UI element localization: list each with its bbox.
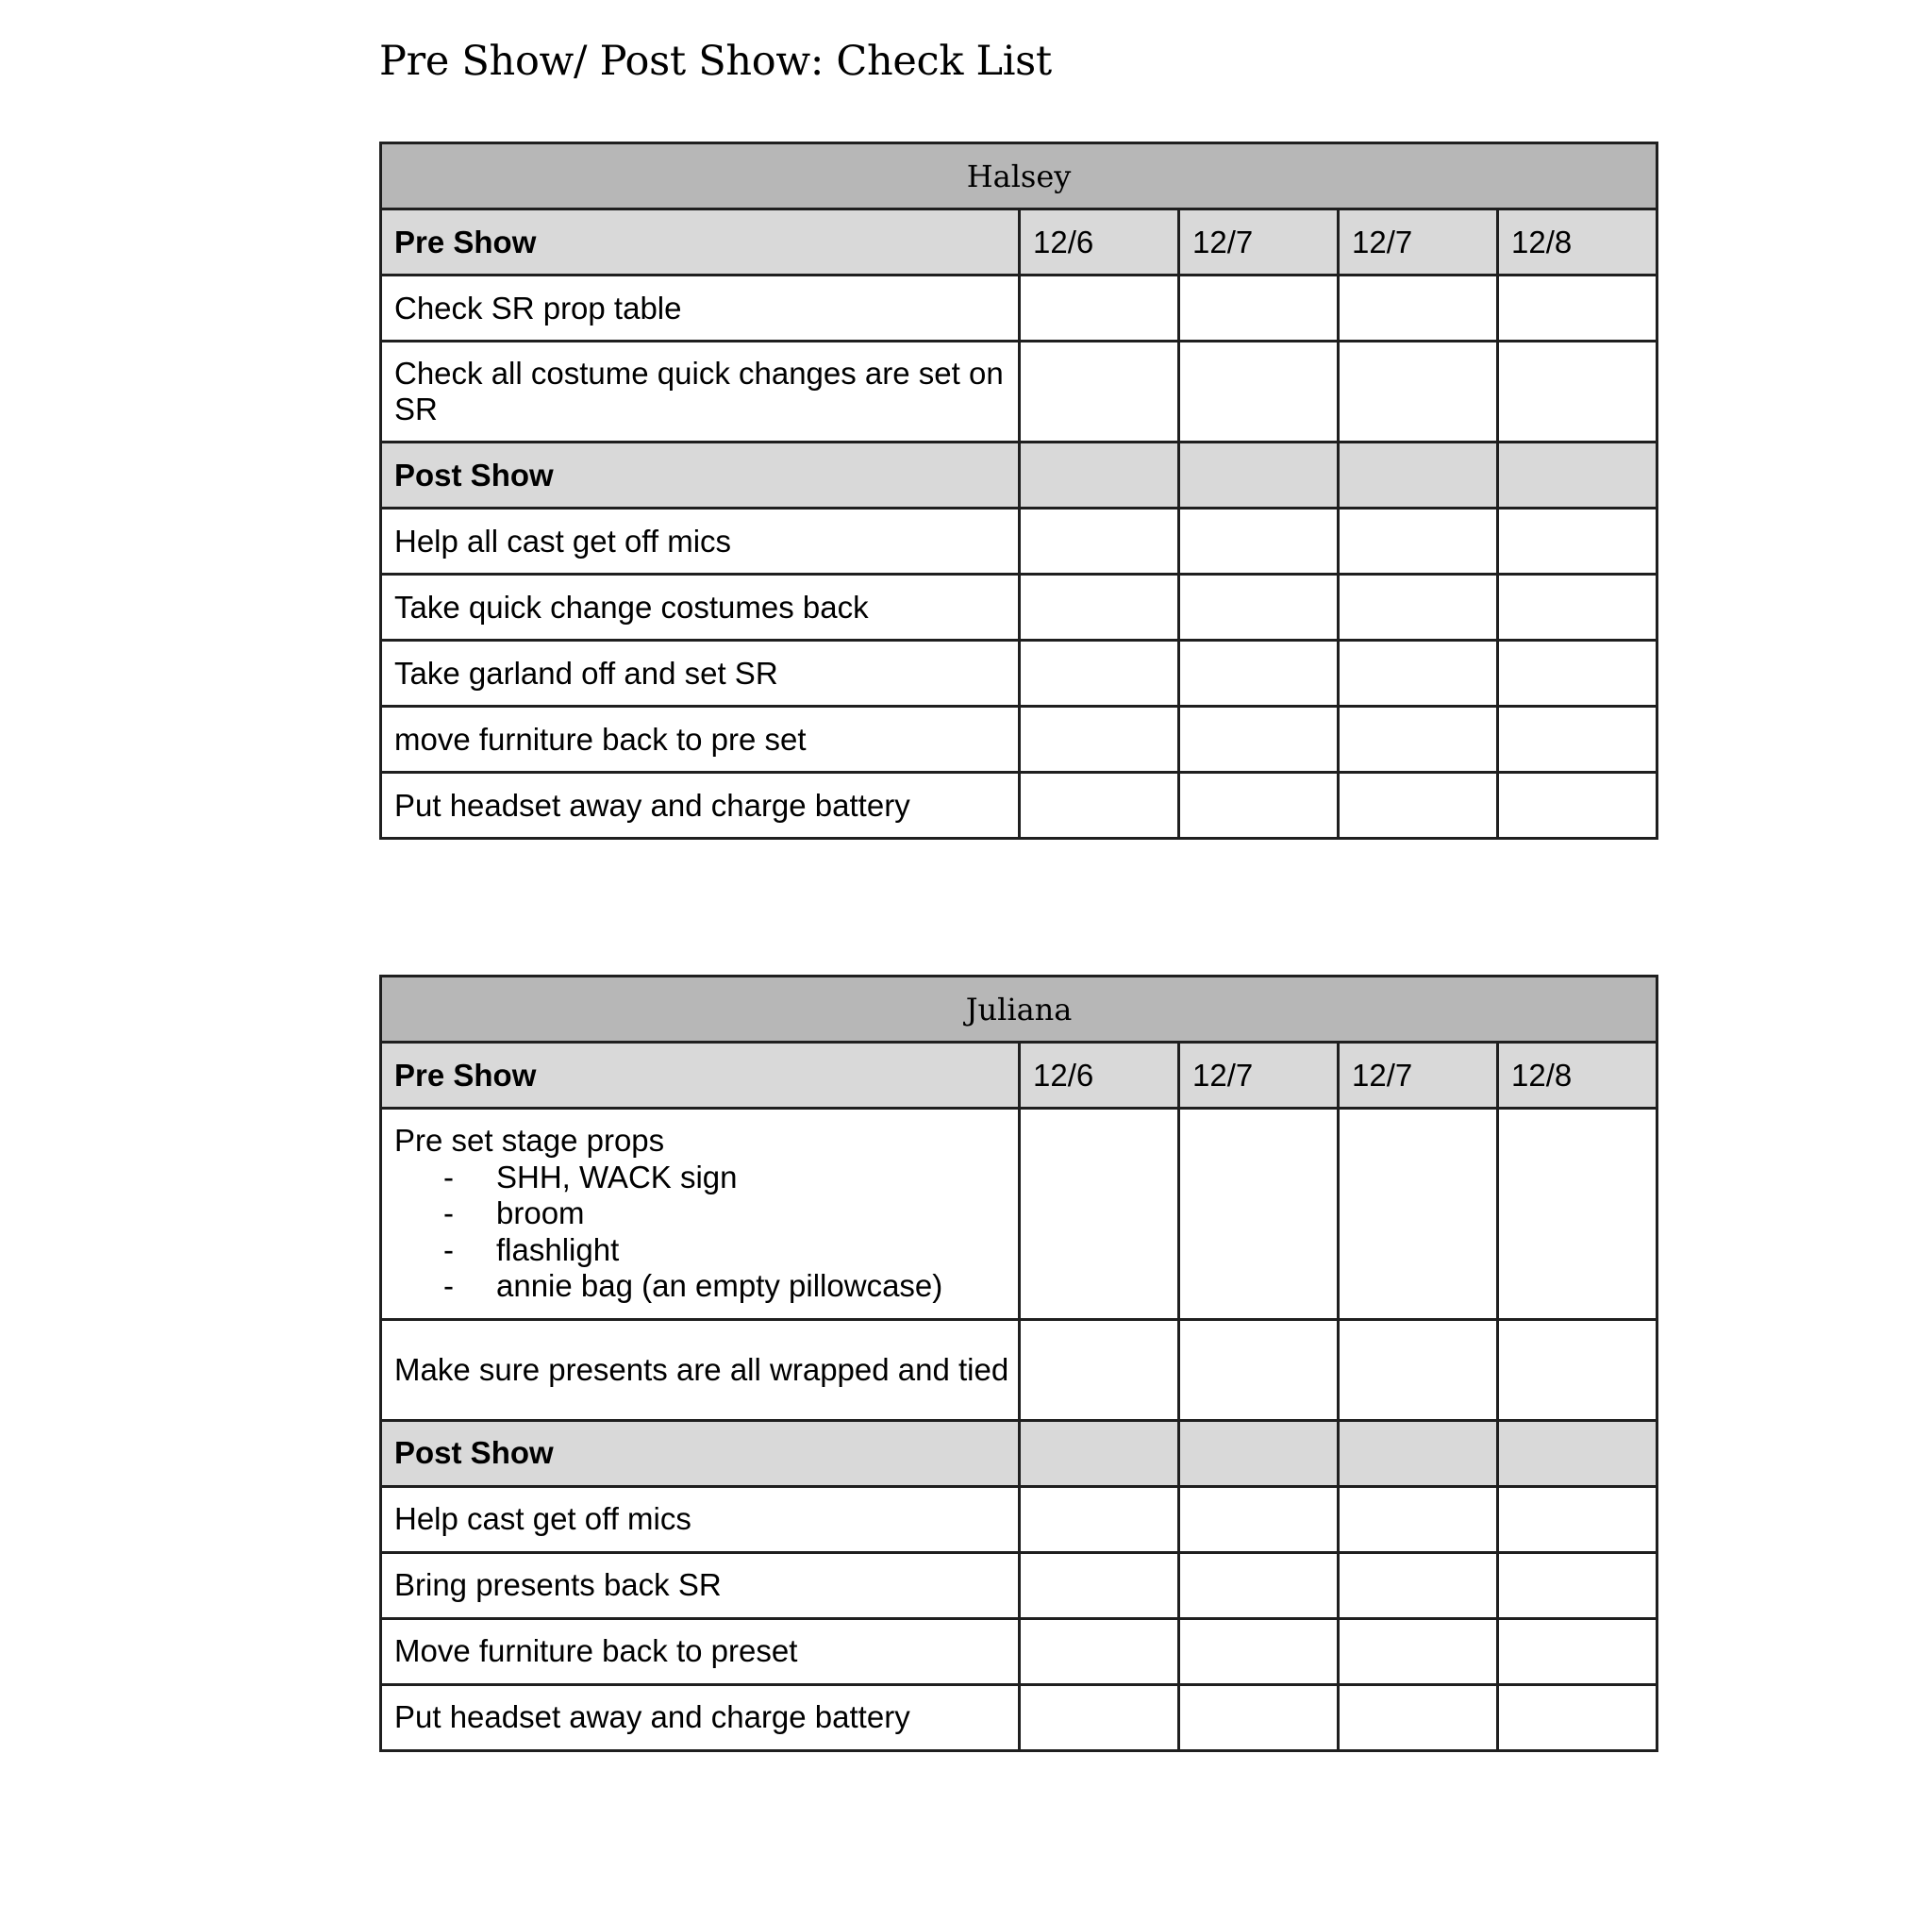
check-cell[interactable] (1339, 342, 1498, 443)
task-label: Move furniture back to preset (381, 1618, 1020, 1684)
date-header: 12/8 (1498, 1043, 1657, 1109)
checklist-row (381, 1319, 1657, 1420)
check-cell[interactable] (1339, 707, 1498, 773)
dash-marker: - (443, 1231, 454, 1267)
task-label: Take quick change costumes back (381, 575, 1020, 641)
check-cell[interactable] (1339, 276, 1498, 342)
check-cell[interactable] (1179, 641, 1339, 707)
checklist-row (381, 773, 1657, 839)
check-cell[interactable] (1020, 1684, 1179, 1750)
check-cell[interactable] (1020, 509, 1179, 575)
dash-marker: - (443, 1195, 454, 1230)
post-show-header-row (381, 1420, 1657, 1486)
sub-item-label: broom (496, 1195, 585, 1230)
pre-show-label: Pre Show (381, 1043, 1020, 1109)
task-label: Pre set stage props (394, 1123, 665, 1158)
check-cell[interactable] (1339, 1618, 1498, 1684)
checklist-row (381, 1552, 1657, 1618)
sub-item (394, 1232, 1018, 1269)
checklist-row (381, 1109, 1657, 1320)
check-cell[interactable] (1179, 1552, 1339, 1618)
checklist-row (381, 575, 1657, 641)
task-label: Put headset away and charge battery (381, 1684, 1020, 1750)
checklist-row (381, 342, 1657, 443)
check-cell[interactable] (1339, 773, 1498, 839)
check-cell[interactable] (1339, 509, 1498, 575)
check-cell[interactable] (1020, 575, 1179, 641)
checklist-row (381, 641, 1657, 707)
check-cell[interactable] (1498, 707, 1657, 773)
check-cell[interactable] (1179, 1109, 1339, 1320)
sub-item-label: flashlight (496, 1231, 620, 1267)
section-cell (1339, 1420, 1498, 1486)
check-cell[interactable] (1020, 641, 1179, 707)
check-cell[interactable] (1339, 1319, 1498, 1420)
checklist-row (381, 1684, 1657, 1750)
check-cell[interactable] (1179, 276, 1339, 342)
task-label: Put headset away and charge battery (381, 773, 1020, 839)
check-cell[interactable] (1339, 641, 1498, 707)
checklist-row (381, 276, 1657, 342)
sub-item-label: SHH, WACK sign (496, 1159, 738, 1194)
check-cell[interactable] (1179, 707, 1339, 773)
task-label: Make sure presents are all wrapped and tied (381, 1319, 1020, 1420)
dash-marker: - (443, 1159, 454, 1194)
checklist-table-juliana (379, 975, 1658, 1752)
checklist-row (381, 707, 1657, 773)
check-cell[interactable] (1498, 575, 1657, 641)
post-show-label: Post Show (381, 1420, 1020, 1486)
task-label: Bring presents back SR (381, 1552, 1020, 1618)
check-cell[interactable] (1179, 773, 1339, 839)
check-cell[interactable] (1179, 575, 1339, 641)
task-label: Help all cast get off mics (381, 509, 1020, 575)
task-label: Help cast get off mics (381, 1486, 1020, 1552)
task-cell (381, 1109, 1020, 1320)
section-cell (1179, 443, 1339, 509)
check-cell[interactable] (1020, 1618, 1179, 1684)
task-label: move furniture back to pre set (381, 707, 1020, 773)
person-name: Juliana (381, 977, 1657, 1043)
section-cell (1339, 443, 1498, 509)
check-cell[interactable] (1339, 575, 1498, 641)
sub-item (394, 1268, 1018, 1305)
check-cell[interactable] (1020, 342, 1179, 443)
sub-item-list (394, 1160, 1018, 1305)
section-cell (1498, 443, 1657, 509)
section-cell (1020, 1420, 1179, 1486)
check-cell[interactable] (1020, 1552, 1179, 1618)
checklist-row (381, 509, 1657, 575)
check-cell[interactable] (1020, 1486, 1179, 1552)
check-cell[interactable] (1498, 1319, 1657, 1420)
date-header: 12/7 (1179, 1043, 1339, 1109)
date-header: 12/6 (1020, 1043, 1179, 1109)
check-cell[interactable] (1498, 1684, 1657, 1750)
section-cell (1498, 1420, 1657, 1486)
check-cell[interactable] (1498, 509, 1657, 575)
checklist-table-halsey (379, 142, 1658, 840)
date-header: 12/8 (1498, 209, 1657, 276)
section-cell (1020, 443, 1179, 509)
pre-show-header-row (381, 1043, 1657, 1109)
sub-item (394, 1195, 1018, 1232)
task-label: Take garland off and set SR (381, 641, 1020, 707)
check-cell[interactable] (1179, 1618, 1339, 1684)
post-show-label: Post Show (381, 443, 1020, 509)
check-cell[interactable] (1498, 1486, 1657, 1552)
check-cell[interactable] (1339, 1684, 1498, 1750)
check-cell[interactable] (1179, 1319, 1339, 1420)
person-name: Halsey (381, 143, 1657, 209)
date-header: 12/7 (1339, 209, 1498, 276)
task-label: Check all costume quick changes are set on SR (381, 342, 1020, 443)
post-show-header-row (381, 443, 1657, 509)
check-cell[interactable] (1020, 276, 1179, 342)
check-cell[interactable] (1498, 1109, 1657, 1320)
date-header: 12/6 (1020, 209, 1179, 276)
check-cell[interactable] (1179, 1486, 1339, 1552)
check-cell[interactable] (1498, 276, 1657, 342)
date-header: 12/7 (1179, 209, 1339, 276)
check-cell[interactable] (1498, 342, 1657, 443)
check-cell[interactable] (1020, 1109, 1179, 1320)
page-title: Pre Show/ Post Show: Check List (379, 38, 1052, 85)
checklist-row (381, 1486, 1657, 1552)
table-name-row (381, 977, 1657, 1043)
check-cell[interactable] (1179, 342, 1339, 443)
check-cell[interactable] (1020, 773, 1179, 839)
pre-show-header-row (381, 209, 1657, 276)
check-cell[interactable] (1020, 707, 1179, 773)
checklist-row (381, 1618, 1657, 1684)
check-cell[interactable] (1498, 773, 1657, 839)
sub-item-label: annie bag (an empty pillowcase) (496, 1268, 943, 1303)
table-name-row (381, 143, 1657, 209)
check-cell[interactable] (1339, 1109, 1498, 1320)
pre-show-label: Pre Show (381, 209, 1020, 276)
check-cell[interactable] (1498, 1618, 1657, 1684)
date-header: 12/7 (1339, 1043, 1498, 1109)
check-cell[interactable] (1498, 1552, 1657, 1618)
check-cell[interactable] (1339, 1486, 1498, 1552)
task-label: Check SR prop table (381, 276, 1020, 342)
check-cell[interactable] (1498, 641, 1657, 707)
section-cell (1179, 1420, 1339, 1486)
check-cell[interactable] (1020, 1319, 1179, 1420)
dash-marker: - (443, 1268, 454, 1303)
check-cell[interactable] (1179, 509, 1339, 575)
check-cell[interactable] (1179, 1684, 1339, 1750)
check-cell[interactable] (1339, 1552, 1498, 1618)
sub-item (394, 1160, 1018, 1196)
